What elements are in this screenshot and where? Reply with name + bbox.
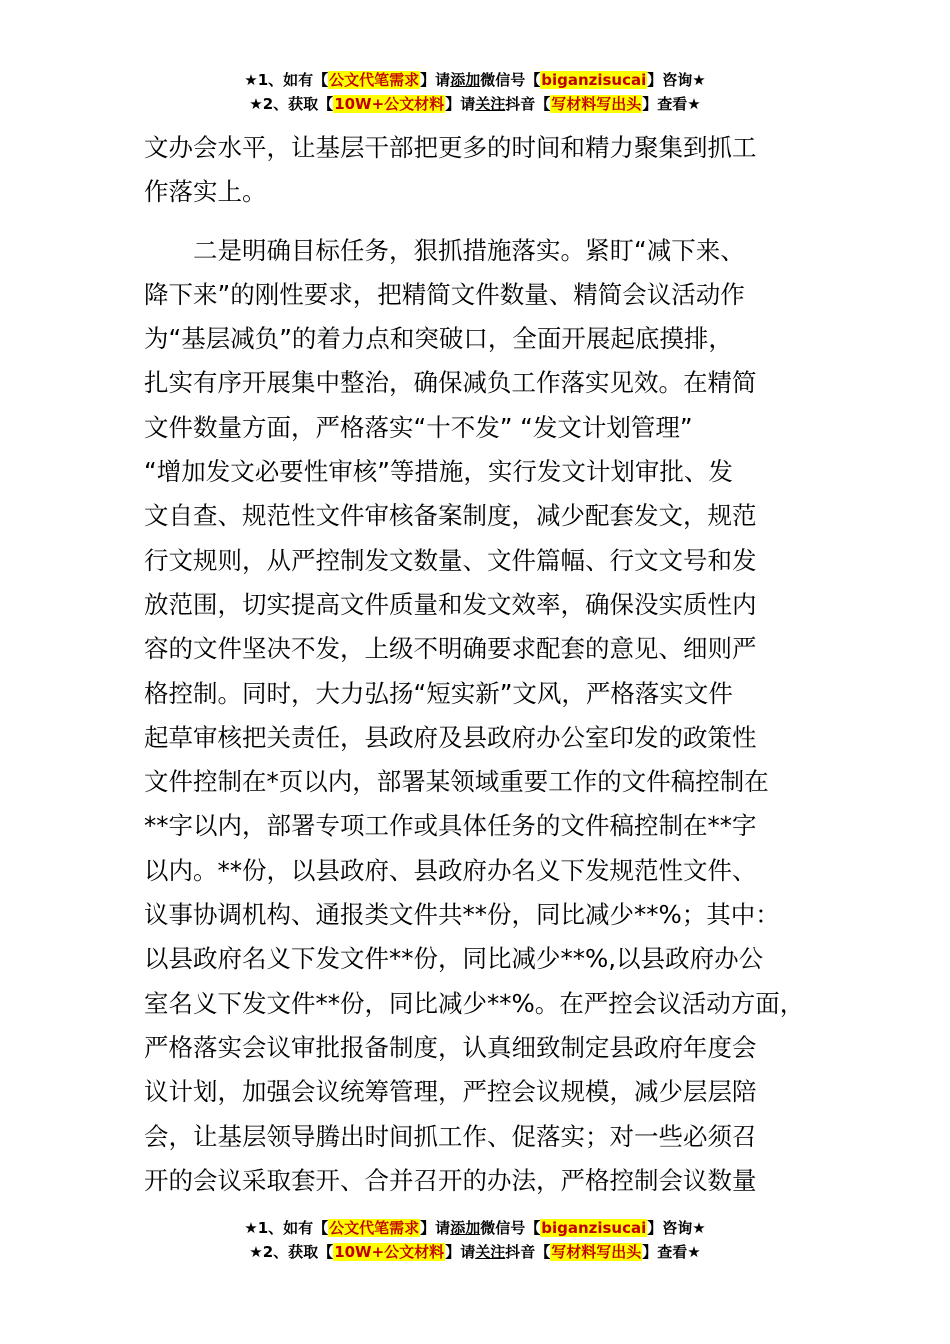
promo-line-1 — [0, 68, 950, 92]
promo-underlined-text: 添加 — [450, 71, 481, 89]
promo-highlight: biganzisucai — [541, 71, 647, 89]
body-line: 文办会水平，让基层干部把更多的时间和精力聚集到抓工 — [144, 133, 757, 162]
promo-text: 】请 — [445, 1243, 476, 1261]
body-line: 扎实有序开展集中整治，确保减负工作落实见效。在精简 — [144, 368, 757, 398]
body-line: 放范围，切实提高文件质量和发文效率，确保没实质性内 — [144, 589, 757, 619]
promo-underlined-text: 关注 — [475, 1243, 506, 1261]
body-line: 以县政府名义下发文件**份，同比减少**%,以县政府办公 — [144, 944, 764, 974]
body-line: **字以内，部署专项工作或具体任务的文件稿控制在**字 — [144, 811, 757, 841]
body-line: 严格落实会议审批报备制度，认真细致制定县政府年度会 — [144, 1032, 757, 1062]
promo-text: 】查看★ — [642, 95, 701, 113]
body-line: 文件数量方面，严格落实“十不发” “发文计划管理” — [144, 412, 693, 442]
body-line: 起草审核把关责任，县政府及县政府办公室印发的政策性 — [144, 722, 757, 752]
body-line: 作落实上。 — [144, 177, 267, 207]
body-line: 室名义下发文件**份，同比减少**%。在严控会议活动方面， — [144, 988, 805, 1018]
promo-highlight: 公文代笔需求 — [329, 1219, 420, 1237]
promo-line-2 — [0, 1240, 950, 1264]
promo-highlight: biganzisucai — [541, 1219, 647, 1237]
promo-underlined-text: 添加 — [450, 1219, 481, 1237]
promo-text: ★2、获取【 — [249, 95, 334, 113]
promo-underlined-text: 关注 — [475, 95, 506, 113]
body-line: 降下来”的刚性要求，把精简文件数量、精简会议活动作 — [144, 279, 745, 309]
body-line: 为“基层减负”的着力点和突破口，全面开展起底摸排， — [144, 324, 733, 354]
promo-text: 】请 — [445, 95, 476, 113]
footer-promo-banner — [0, 1216, 950, 1264]
promo-text: 】请 — [420, 1219, 451, 1237]
promo-highlight: 写材料写出头 — [551, 95, 642, 113]
body-line: 二是明确目标任务，狠抓措施落实。紧盯“减下来、 — [144, 235, 745, 265]
promo-text: 微信号【 — [480, 1219, 541, 1237]
promo-text: 抖音【 — [505, 1243, 551, 1261]
body-line: “增加发文必要性审核”等措施，实行发文计划审批、发 — [144, 457, 733, 487]
promo-highlight: 10W+公文材料 — [334, 1243, 445, 1261]
header-promo-banner — [0, 68, 950, 116]
body-line: 文件控制在*页以内，部署某领域重要工作的文件稿控制在 — [144, 767, 769, 797]
promo-text: ★2、获取【 — [249, 1243, 334, 1261]
promo-highlight: 写材料写出头 — [551, 1243, 642, 1261]
promo-text: 抖音【 — [505, 95, 551, 113]
body-line: 议事协调机构、通报类文件共**份，同比减少**%；其中： — [144, 900, 780, 930]
promo-text: 】咨询★ — [647, 71, 706, 89]
promo-text: 】请 — [420, 71, 451, 89]
body-line: 议计划，加强会议统筹管理，严控会议规模，减少层层陪 — [144, 1077, 757, 1107]
document-body — [144, 126, 834, 1203]
body-line: 容的文件坚决不发，上级不明确要求配套的意见、细则严 — [144, 634, 757, 664]
promo-highlight: 公文代笔需求 — [329, 71, 420, 89]
promo-text: 微信号【 — [480, 71, 541, 89]
body-line: 会，让基层领导腾出时间抓工作、促落实；对一些必须召 — [144, 1121, 757, 1151]
promo-line-1 — [0, 1216, 950, 1240]
promo-text: ★1、如有【 — [244, 1219, 329, 1237]
promo-line-2 — [0, 92, 950, 116]
promo-highlight: 10W+公文材料 — [334, 95, 445, 113]
body-line: 行文规则，从严控制发文数量、文件篇幅、行文文号和发 — [144, 545, 757, 575]
body-line: 格控制。同时，大力弘扬“短实新”文风，严格落实文件 — [144, 678, 733, 708]
promo-text: 】查看★ — [642, 1243, 701, 1261]
promo-text: 】咨询★ — [647, 1219, 706, 1237]
body-line: 文自查、规范性文件审核备案制度，减少配套发文，规范 — [144, 501, 757, 531]
body-line: 以内。**份，以县政府、县政府办名义下发规范性文件、 — [144, 855, 757, 885]
promo-text: ★1、如有【 — [244, 71, 329, 89]
body-line: 开的会议采取套开、合并召开的办法，严格控制会议数量 — [144, 1165, 757, 1195]
